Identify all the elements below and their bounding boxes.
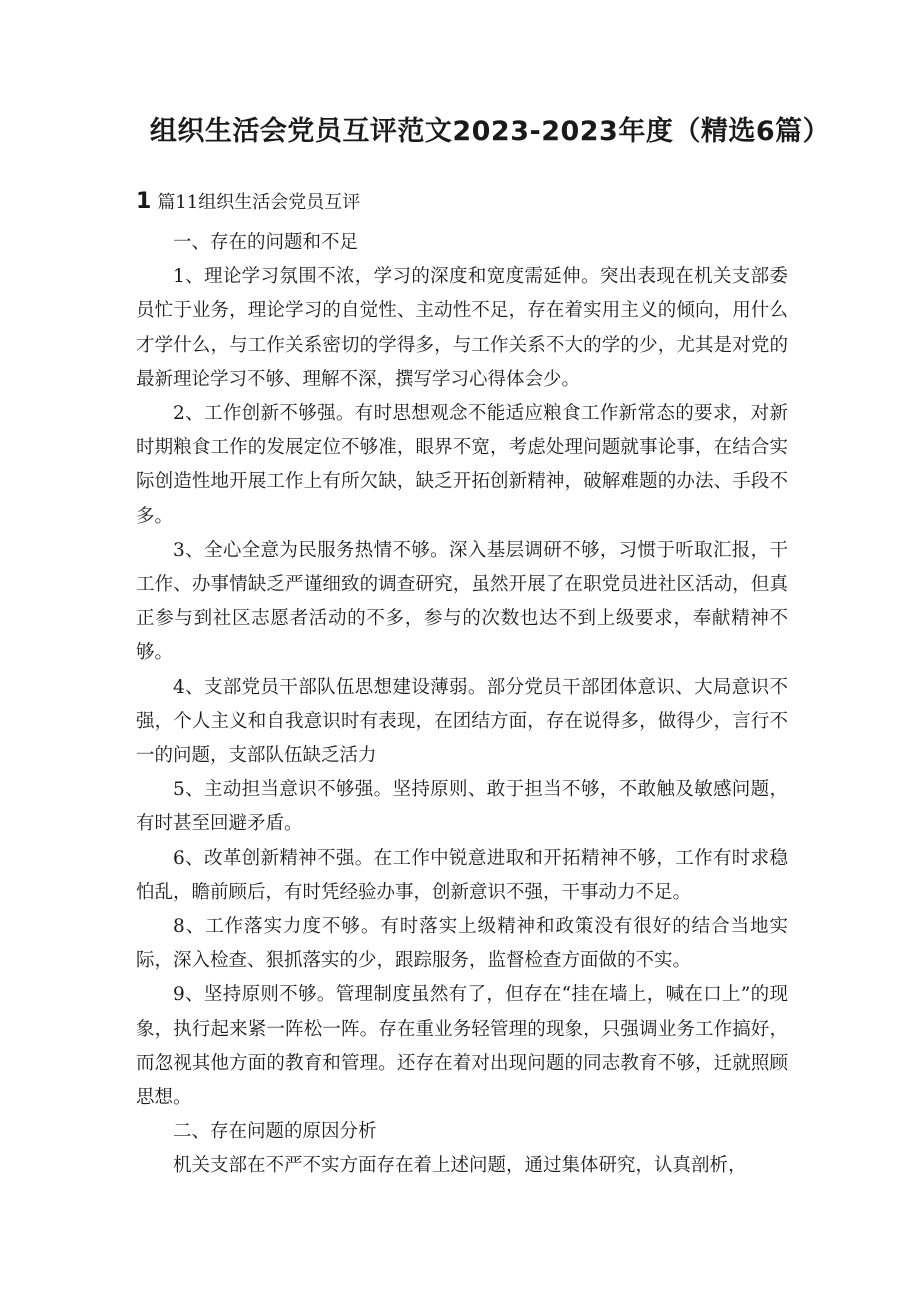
paragraph-item-4: 4、支部党员干部队伍思想建设薄弱。部分党员干部团体意识、大局意识不强，个人主义和自我意识时有表现，在团结方面，存在说得多，做得少，言行不一的问题，支部队伍缺乏活力 bbox=[136, 676, 788, 767]
subheading-causes: 二、存在问题的原因分析 bbox=[173, 1121, 377, 1143]
paragraph-item-5: 5、主动担当意识不够强。坚持原则、敢于担当不够，不敢触及敏感问题，有时甚至回避矛盾。 bbox=[136, 779, 788, 835]
section-heading bbox=[136, 189, 360, 216]
paragraph-causes-intro: 机关支部在不严不实方面存在着上述问题，通过集体研究，认真剖析， bbox=[173, 1155, 747, 1177]
document-body bbox=[136, 226, 788, 1184]
paragraph-item-8: 8、工作落实力度不够。有时落实上级精神和政策没有很好的结合当地实际，深入检查、狠抓落实的少，跟踪服务，监督检查方面做的不实。 bbox=[136, 916, 788, 972]
paragraph-item-1: 1、理论学习氛围不浓，学习的深度和宽度需延伸。突出表现在机关支部委员忙于业务，理论学习的自觉性、主动性不足，存在着实用主义的倾向，用什么才学什么，与工作关系密切的学得多，与工作关系不大的学的少，尤其是对党的最新理论学习不够、理解不深，撰写学习心得体会少。 bbox=[136, 266, 788, 390]
document-title: 组织生活会党员互评范文2023-2023年度（精选6篇） bbox=[149, 116, 831, 147]
paragraph-item-3: 3、全心全意为民服务热情不够。深入基层调研不够，习惯于听取汇报，干工作、办事情缺乏严谨细致的调查研究，虽然开展了在职党员进社区活动，但真正参与到社区志愿者活动的不多，参与的次数也达不到上级要求，奉献精神不够。 bbox=[136, 539, 788, 664]
section-number: 1 bbox=[136, 189, 152, 214]
paragraph-item-2: 2、工作创新不够强。有时思想观念不能适应粮食工作新常态的要求，对新时期粮食工作的发展定位不够准，眼界不宽，考虑处理问题就事论事，在结合实际创造性地开展工作上有所欠缺，缺乏开拓创新精神，破解难题的办法、手段不多。 bbox=[136, 403, 788, 527]
subheading-problems: 一、存在的问题和不足 bbox=[173, 232, 359, 253]
paragraph-item-9: 9、坚持原则不够。管理制度虽然有了，但存在“挂在墙上，喊在口上”的现象，执行起来紧一阵松一阵。存在重业务轻管理的现象，只强调业务工作搞好，而忽视其他方面的教育和管理。还存在着对出现问题的同志教育不够，迁就照顾思想。 bbox=[136, 984, 788, 1109]
section-heading-text: 篇11组织生活会党员互评 bbox=[157, 192, 361, 213]
paragraph-item-6: 6、改革创新精神不强。在工作中锐意进取和开拓精神不够，工作有时求稳怕乱，瞻前顾后，有时凭经验办事，创新意识不强，干事动力不足。 bbox=[136, 847, 788, 903]
